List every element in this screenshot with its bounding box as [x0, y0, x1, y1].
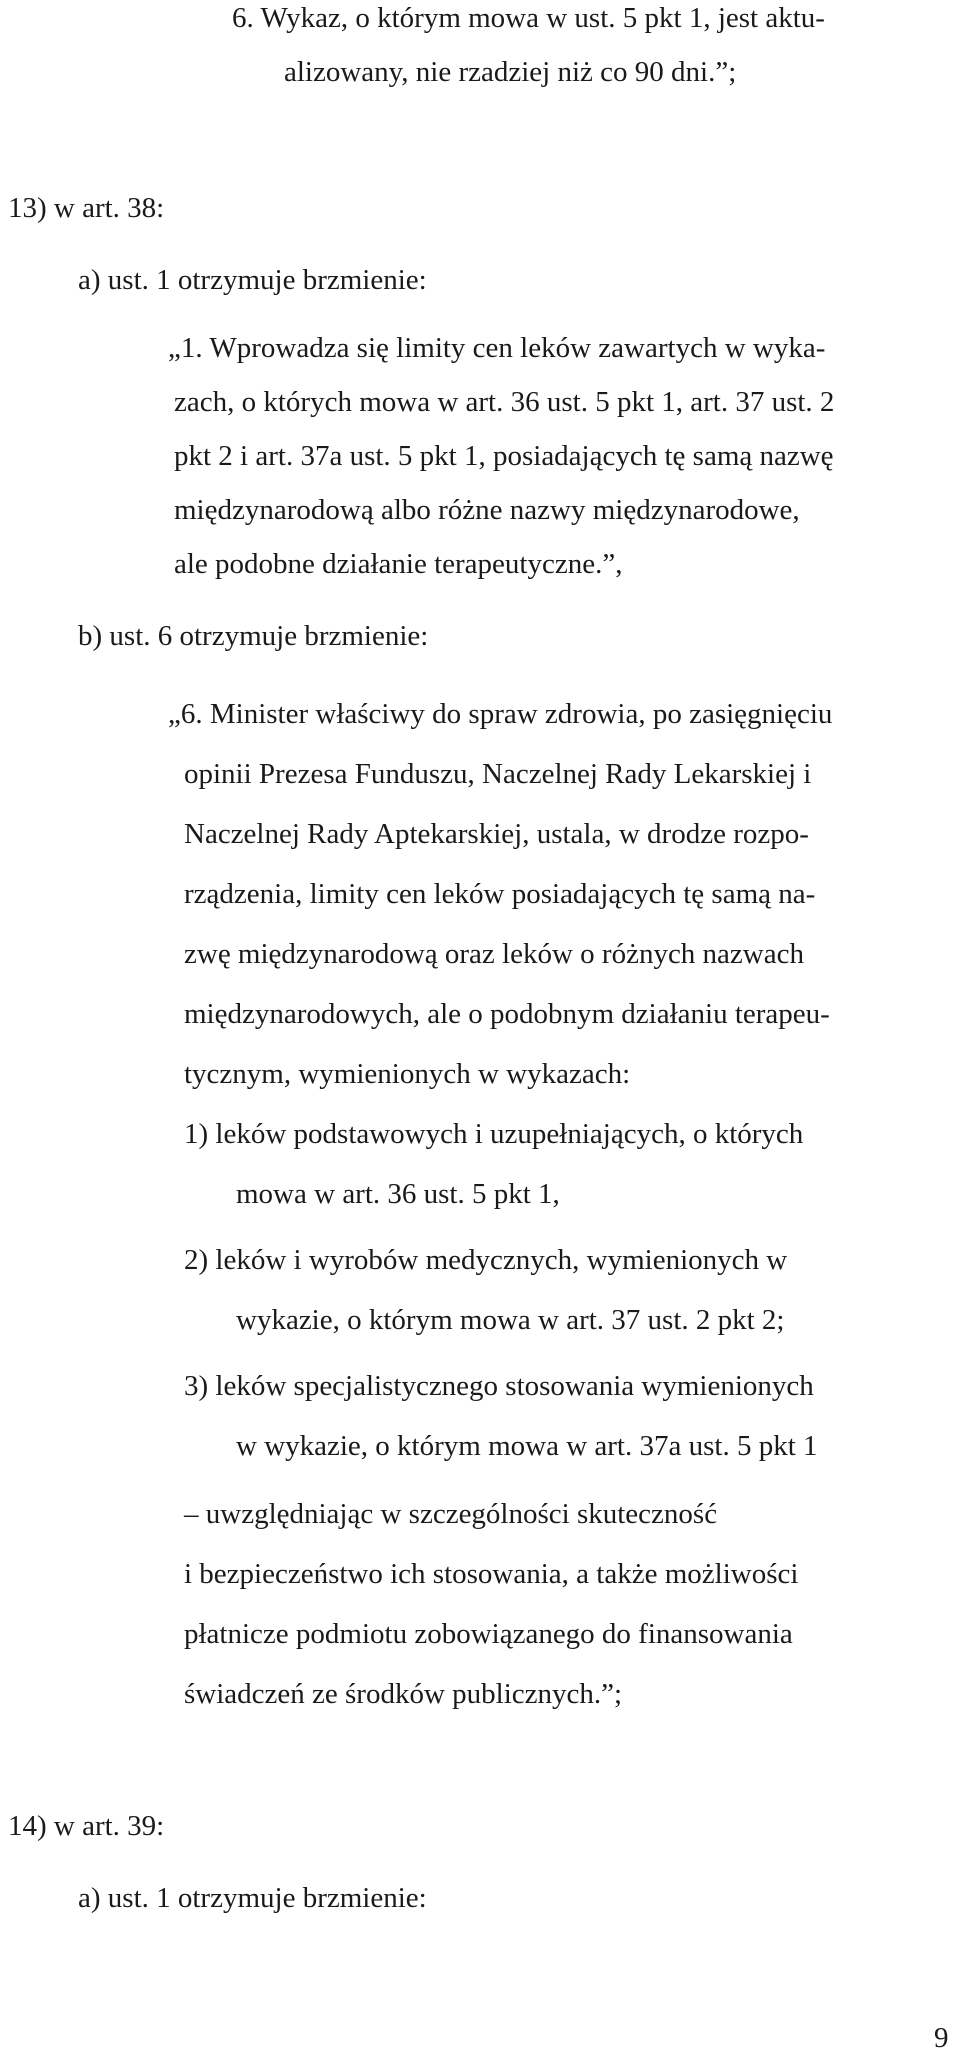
page-number: 9	[934, 2022, 949, 2054]
text-line: 6. Wykaz, o którym mowa w ust. 5 pkt 1, jest aktu-	[232, 2, 825, 34]
text-line: międzynarodową albo różne nazwy międzynarodowe,	[174, 494, 800, 526]
text-line: rządzenia, limity cen leków posiadających tę samą na-	[184, 878, 816, 910]
text-line: a) ust. 1 otrzymuje brzmienie:	[78, 264, 427, 296]
text-line: wykazie, o którym mowa w art. 37 ust. 2 pkt 2;	[236, 1304, 785, 1336]
text-line: Naczelnej Rady Aptekarskiej, ustala, w drodze rozpo-	[184, 818, 809, 850]
text-line: zwę międzynarodową oraz leków o różnych nazwach	[184, 938, 804, 970]
text-line: zach, o których mowa w art. 36 ust. 5 pkt 1, art. 37 ust. 2	[174, 386, 835, 418]
text-line: 13) w art. 38:	[8, 192, 165, 224]
text-line: ale podobne działanie terapeutyczne.”,	[174, 548, 623, 580]
text-line: 2) leków i wyrobów medycznych, wymienionych w	[184, 1244, 788, 1276]
text-line: mowa w art. 36 ust. 5 pkt 1,	[236, 1178, 560, 1210]
text-line: pkt 2 i art. 37a ust. 5 pkt 1, posiadających tę samą nazwę	[174, 440, 834, 472]
text-line: „6. Minister właściwy do spraw zdrowia, po zasięgnięciu	[168, 698, 833, 730]
text-line: opinii Prezesa Funduszu, Naczelnej Rady Lekarskiej i	[184, 758, 812, 790]
text-line: „1. Wprowadza się limity cen leków zawartych w wyka-	[168, 332, 826, 364]
text-line: alizowany, nie rzadziej niż co 90 dni.”;	[284, 56, 737, 88]
text-line: świadczeń ze środków publicznych.”;	[184, 1678, 623, 1710]
text-line: w wykazie, o którym mowa w art. 37a ust. 5 pkt 1	[236, 1430, 818, 1462]
text-line: tycznym, wymienionych w wykazach:	[184, 1058, 631, 1090]
text-line: 1) leków podstawowych i uzupełniających, o których	[184, 1118, 804, 1150]
text-line: 3) leków specjalistycznego stosowania wymienionych	[184, 1370, 814, 1402]
text-line: a) ust. 1 otrzymuje brzmienie:	[78, 1882, 427, 1914]
text-line: i bezpieczeństwo ich stosowania, a także możliwości	[184, 1558, 799, 1590]
text-line: płatnicze podmiotu zobowiązanego do finansowania	[184, 1618, 793, 1650]
text-line: 14) w art. 39:	[8, 1810, 165, 1842]
text-line: międzynarodowych, ale o podobnym działaniu terapeu-	[184, 998, 830, 1030]
text-line: b) ust. 6 otrzymuje brzmienie:	[78, 620, 429, 652]
text-line: – uwzględniając w szczególności skuteczność	[184, 1498, 718, 1530]
